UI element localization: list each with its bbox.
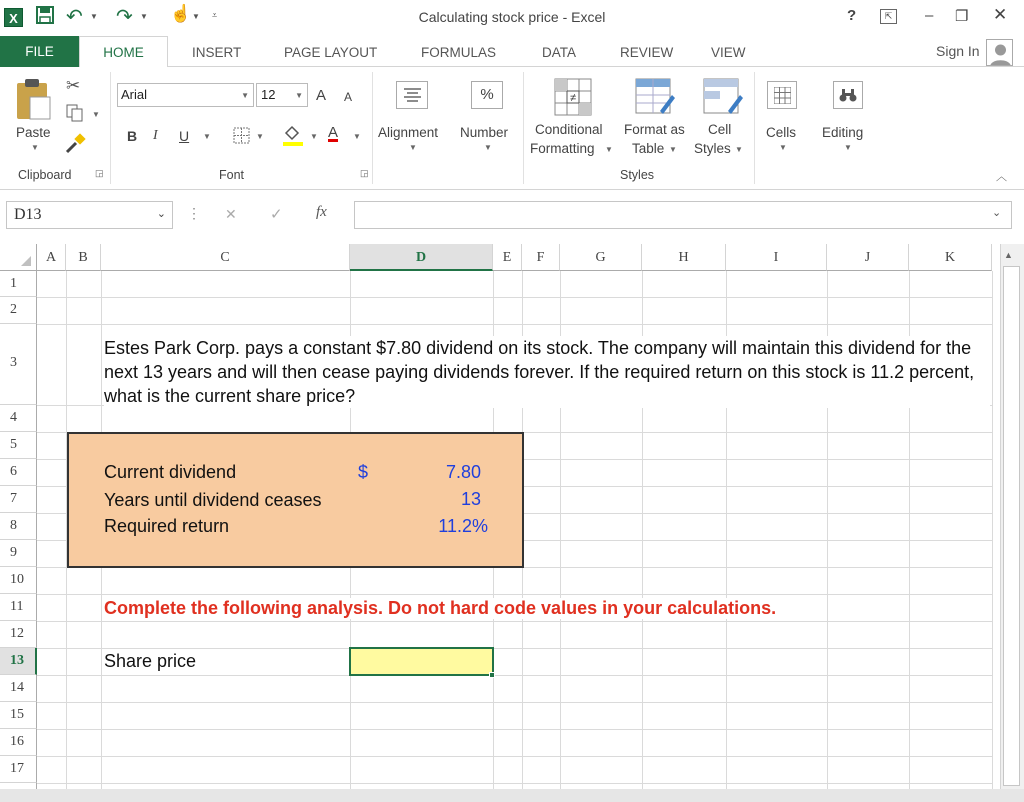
input-currency-symbol: $ xyxy=(358,462,369,482)
borders-icon[interactable] xyxy=(233,127,250,147)
conditional-formatting-dropdown-icon[interactable]: ▼ xyxy=(605,145,613,154)
touch-mode-icon[interactable]: ☝ xyxy=(170,4,192,23)
row-header[interactable]: 11 xyxy=(0,594,37,621)
formula-input[interactable] xyxy=(354,201,1012,229)
instruction-text[interactable]: Complete the following analysis. Do not hard code values in your calculations. xyxy=(104,598,777,618)
row-header-selected[interactable]: 13 xyxy=(0,648,37,675)
fill-handle[interactable] xyxy=(489,672,495,678)
row-header[interactable]: 12 xyxy=(0,621,37,648)
sheet-bottom-strip xyxy=(0,789,1024,802)
paste-button[interactable]: Paste xyxy=(16,125,51,140)
shrink-font-button[interactable]: A xyxy=(344,90,353,104)
font-size-dropdown-icon[interactable]: ▼ xyxy=(295,91,303,100)
styles-group-label: Styles xyxy=(620,168,655,182)
clipboard-group-label: Clipboard xyxy=(18,168,72,182)
select-all-corner[interactable] xyxy=(0,244,37,271)
tab-view[interactable]: VIEW xyxy=(711,45,746,60)
conditional-formatting-label-1[interactable]: Conditional xyxy=(535,122,603,137)
column-header-k[interactable]: K xyxy=(909,244,992,271)
font-name-value: Arial xyxy=(121,87,148,102)
name-box[interactable] xyxy=(6,201,173,229)
help-icon[interactable]: ? xyxy=(847,7,857,24)
gridline xyxy=(37,756,992,757)
ribbon-separator xyxy=(523,72,524,184)
column-header-g[interactable]: G xyxy=(560,244,642,271)
redo-icon[interactable]: ↷ xyxy=(116,6,133,28)
borders-dropdown-icon[interactable]: ▼ xyxy=(256,132,264,141)
row-header[interactable]: 8 xyxy=(0,513,37,540)
cancel-entry-button[interactable]: ✕ xyxy=(225,206,237,222)
row-header[interactable]: 5 xyxy=(0,432,37,459)
row-header[interactable]: 2 xyxy=(0,297,37,324)
excel-logo-icon: X xyxy=(4,8,23,27)
input-value-required-return[interactable]: 11.2% xyxy=(438,516,488,536)
cell-styles-label-2[interactable]: Styles xyxy=(694,141,731,156)
scroll-up-icon[interactable]: ▲ xyxy=(1004,250,1013,260)
tab-review[interactable]: REVIEW xyxy=(620,45,674,60)
underline-dropdown-icon[interactable]: ▼ xyxy=(203,132,211,141)
column-header-b[interactable]: B xyxy=(66,244,101,271)
row-header[interactable]: 16 xyxy=(0,729,37,756)
minimize-icon[interactable]: – xyxy=(925,7,934,24)
gridline xyxy=(37,648,992,649)
cells-button[interactable]: Cells xyxy=(766,125,797,140)
formula-bar-grip-icon[interactable]: ⋮ xyxy=(187,205,201,221)
close-icon[interactable]: ✕ xyxy=(993,5,1008,24)
alignment-button[interactable]: Alignment xyxy=(378,125,439,140)
gridline xyxy=(37,297,992,298)
column-header-i[interactable]: I xyxy=(726,244,827,271)
ribbon-display-options-icon[interactable]: ⇱ xyxy=(880,9,897,24)
number-dropdown-icon[interactable]: ▼ xyxy=(484,143,492,152)
bold-button[interactable]: B xyxy=(127,128,138,144)
gridline xyxy=(37,594,992,595)
question-text[interactable]: Estes Park Corp. pays a constant $7.80 dividend on its stock. The company will maintain this dividend for the next 13 years and will then cease paying dividends forever. If the required return on this stock is 11.2 percent, what is the current share price? xyxy=(104,336,990,408)
cell-styles-label-1[interactable]: Cell xyxy=(708,122,732,137)
paste-dropdown-icon[interactable]: ▼ xyxy=(31,143,39,152)
grow-font-button[interactable]: A xyxy=(316,87,327,104)
paste-icon[interactable] xyxy=(14,77,54,124)
user-avatar-icon[interactable] xyxy=(986,39,1013,66)
insert-function-button[interactable]: fx xyxy=(316,204,327,220)
alignment-dropdown-icon[interactable]: ▼ xyxy=(409,143,417,152)
customize-qat-icon[interactable]: ⩡ xyxy=(212,10,218,20)
row-header[interactable]: 7 xyxy=(0,486,37,513)
clipboard-launcher-icon[interactable]: ◲ xyxy=(95,168,104,178)
tab-formulas[interactable]: FORMULAS xyxy=(421,45,497,60)
expand-formula-bar-icon[interactable]: ⌄ xyxy=(992,207,1002,219)
copy-dropdown-icon[interactable]: ▼ xyxy=(92,110,100,119)
gridline xyxy=(37,783,992,784)
scroll-thumb[interactable] xyxy=(1003,266,1020,786)
number-button[interactable]: Number xyxy=(460,125,509,140)
font-launcher-icon[interactable]: ◲ xyxy=(360,168,369,178)
name-box-value: D13 xyxy=(14,206,42,223)
copy-icon[interactable] xyxy=(66,104,84,125)
editing-icon[interactable] xyxy=(833,81,863,109)
touch-dropdown-icon[interactable]: ▼ xyxy=(192,12,200,21)
gridline xyxy=(37,621,992,622)
gridline xyxy=(37,702,992,703)
input-label-required-return[interactable]: Required return xyxy=(104,516,230,536)
column-header-d[interactable]: D xyxy=(350,244,493,271)
column-header-j[interactable]: J xyxy=(827,244,909,271)
format-as-table-label-1[interactable]: Format as xyxy=(624,122,685,137)
ribbon-separator xyxy=(110,72,111,184)
fill-color-dropdown-icon[interactable]: ▼ xyxy=(310,132,318,141)
font-color-dropdown-icon[interactable]: ▼ xyxy=(353,132,361,141)
window-title: Calculating stock price - Excel xyxy=(418,9,606,25)
row-header[interactable]: 9 xyxy=(0,540,37,567)
row-header[interactable]: 6 xyxy=(0,459,37,486)
format-as-table-icon[interactable] xyxy=(634,77,676,120)
column-header-h[interactable]: H xyxy=(642,244,726,271)
row-header[interactable]: 3 xyxy=(0,324,37,405)
underline-button[interactable]: U xyxy=(179,128,190,144)
conditional-formatting-icon[interactable] xyxy=(553,77,593,120)
font-size-value: 12 xyxy=(261,87,276,102)
column-header-f[interactable]: F xyxy=(522,244,560,271)
row-header[interactable]: 10 xyxy=(0,567,37,594)
format-as-table-dropdown-icon[interactable]: ▼ xyxy=(669,145,677,154)
tab-page-layout[interactable]: PAGE LAYOUT xyxy=(284,45,378,60)
alignment-icon[interactable] xyxy=(396,81,428,109)
cells-dropdown-icon[interactable]: ▼ xyxy=(779,143,787,152)
column-header-c[interactable]: C xyxy=(101,244,350,271)
input-label-years[interactable]: Years until dividend ceases xyxy=(104,490,322,510)
font-name-select[interactable] xyxy=(117,83,254,107)
gridline xyxy=(992,271,993,789)
tab-home[interactable]: HOME xyxy=(79,36,168,68)
name-box-dropdown-icon[interactable]: ⌄ xyxy=(156,208,166,220)
tab-insert[interactable]: INSERT xyxy=(192,45,242,60)
font-size-select[interactable] xyxy=(256,83,308,107)
font-group-label: Font xyxy=(219,168,245,182)
fill-color-icon[interactable] xyxy=(282,124,304,149)
row-header[interactable]: 14 xyxy=(0,675,37,702)
editing-button[interactable]: Editing xyxy=(822,125,864,140)
tab-data[interactable]: DATA xyxy=(542,45,577,60)
number-format-icon[interactable]: % xyxy=(471,81,503,109)
svg-text:≠: ≠ xyxy=(569,92,577,104)
row-header[interactable]: 15 xyxy=(0,702,37,729)
ribbon-separator xyxy=(754,72,755,184)
cells-icon[interactable] xyxy=(767,81,797,109)
row-header[interactable]: 4 xyxy=(0,405,37,432)
input-label-current-dividend[interactable]: Current dividend xyxy=(104,462,237,482)
collapse-ribbon-icon[interactable]: ︿ xyxy=(996,171,1007,183)
cell-styles-icon[interactable] xyxy=(702,77,744,120)
input-value-years[interactable]: 13 xyxy=(460,489,481,509)
column-header-e[interactable]: E xyxy=(493,244,522,271)
tab-file[interactable]: FILE xyxy=(0,36,79,67)
editing-dropdown-icon[interactable]: ▼ xyxy=(844,143,852,152)
gridline xyxy=(37,729,992,730)
title-bar xyxy=(0,0,1024,36)
font-color-button[interactable]: A xyxy=(328,124,339,141)
sign-in-link[interactable]: Sign In xyxy=(936,43,980,59)
italic-button[interactable]: I xyxy=(153,128,158,143)
ribbon-separator xyxy=(372,72,373,184)
cell-styles-dropdown-icon[interactable]: ▼ xyxy=(735,145,743,154)
confirm-entry-button[interactable]: ✓ xyxy=(270,206,283,223)
undo-icon[interactable]: ↶ xyxy=(66,6,83,28)
gridline xyxy=(37,324,992,325)
conditional-formatting-label-2[interactable]: Formatting xyxy=(530,141,595,156)
input-value-current-dividend[interactable]: 7.80 xyxy=(445,462,481,482)
format-as-table-label-2[interactable]: Table xyxy=(632,141,665,156)
share-price-cell[interactable] xyxy=(349,647,494,676)
column-header-a[interactable]: A xyxy=(37,244,66,271)
maximize-icon[interactable]: ❐ xyxy=(955,8,969,25)
gridline xyxy=(37,675,992,676)
row-header[interactable]: 17 xyxy=(0,756,37,783)
row-header[interactable]: 1 xyxy=(0,271,37,297)
undo-dropdown-icon[interactable]: ▼ xyxy=(90,12,98,21)
format-painter-icon[interactable] xyxy=(64,133,86,158)
cut-icon[interactable]: ✂ xyxy=(66,76,81,95)
redo-dropdown-icon[interactable]: ▼ xyxy=(140,12,148,21)
share-price-label[interactable]: Share price xyxy=(104,651,197,671)
font-name-dropdown-icon[interactable]: ▼ xyxy=(241,91,249,100)
